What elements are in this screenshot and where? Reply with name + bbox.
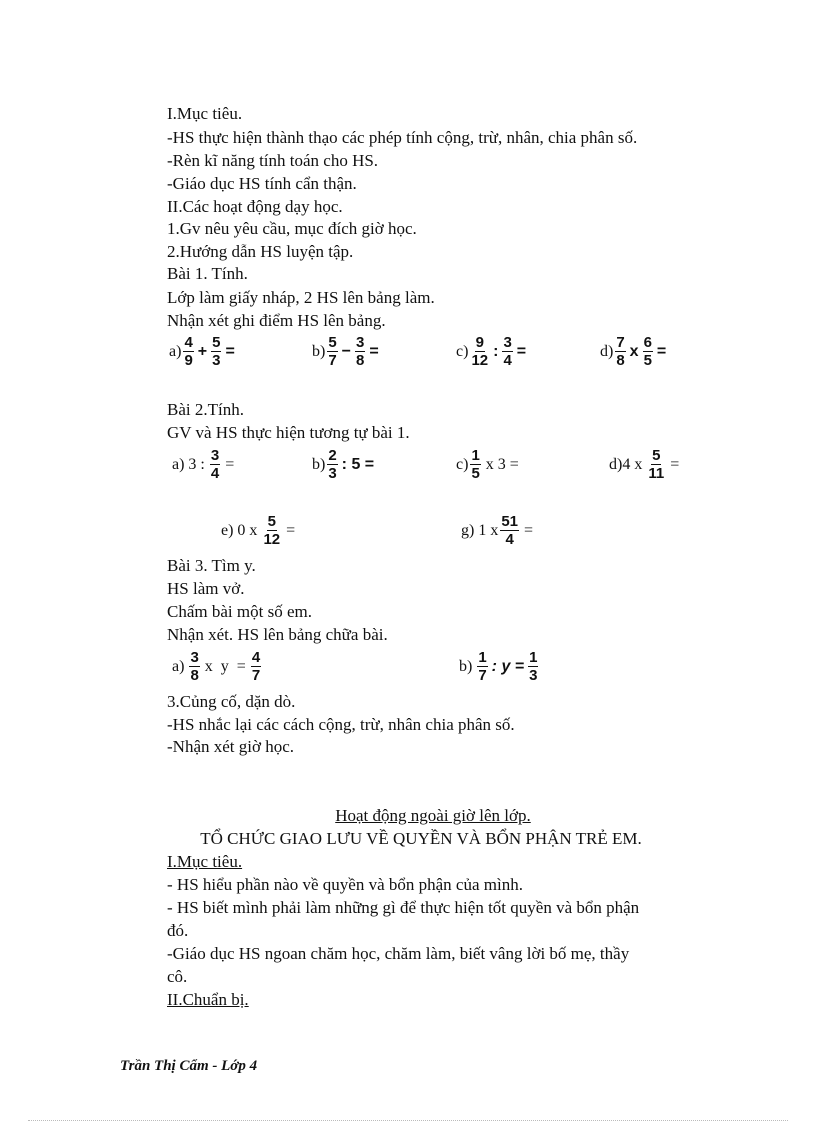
lesson2-objectives-heading: I.Mục tiêu. (167, 852, 243, 871)
lesson2-title: Hoạt động ngoài giờ lên lớp. (335, 806, 531, 825)
exercise-2g: g) 1 x $\frac{51}{4}$ = (461, 513, 534, 548)
activity-line: 2.Hướng dẫn HS luyện tập. (167, 242, 354, 261)
exercise-2e: e) 0 x $\frac{5}{12}$ = (221, 513, 296, 548)
exercise-3-title: Bài 3. Tìm y. (167, 556, 256, 575)
wrap-up-line: -HS nhắc lại các cách cộng, trừ, nhân chia phân số. (167, 715, 515, 734)
lesson2-objective-line: đó. (167, 921, 189, 940)
exercise-2c: c) 1 5 x 3 = (456, 447, 519, 482)
exercise-1c: c) 9 12 : $\frac{3}{4}$ = (456, 334, 527, 369)
exercise-3-note: Chấm bài một số em. (167, 602, 312, 621)
exercise-1-note: Nhận xét ghi điểm HS lên bảng. (167, 311, 386, 330)
exercise-1b: b) 5 7 − $\frac{3}{8}$ = (312, 334, 379, 369)
exercise-1a: a) 4 9 + $\frac{5}{3}$ = (169, 334, 235, 369)
exercise-3b: b) 1 7 : y = $\frac{1}{3}$ (459, 649, 538, 684)
lesson2-preparation-heading: II.Chuẩn bị. (167, 990, 249, 1009)
exercise-2a: a) 3 : $\frac{3}{4}$ = (172, 447, 235, 482)
exercise-1-title: Bài 1. Tính. (167, 264, 248, 283)
footer-divider (28, 1120, 788, 1121)
activity-line: 1.Gv nêu yêu cầu, mục đích giờ học. (167, 219, 417, 238)
exercise-2-note: GV và HS thực hiện tương tự bài 1. (167, 423, 410, 442)
objective-line: -Giáo dục HS tính cẩn thận. (167, 174, 357, 193)
exercise-2b: b) 2 3 : 5 = (312, 447, 375, 482)
lesson2-objective-line: - HS biết mình phải làm những gì để thực hiện tốt quyền và bổn phận (167, 898, 640, 917)
lesson2-objective-line: cô. (167, 967, 188, 986)
exercise-3-note: Nhận xét. HS lên bảng chữa bài. (167, 625, 388, 644)
exercise-2-title: Bài 2.Tính. (167, 400, 244, 419)
lesson2-objective-line: -Giáo dục HS ngoan chăm học, chăm làm, biết vâng lời bố mẹ, thầy (167, 944, 630, 963)
exercise-1d: d) 7 8 x $\frac{6}{5}$ = (600, 334, 667, 369)
exercise-3a: a) 3 8 x y = $\frac{4}{7}$ (172, 649, 261, 684)
objective-line: -HS thực hiện thành thạo các phép tính cộng, trừ, nhân, chia phân số. (167, 128, 638, 147)
wrap-up-heading: 3.Củng cố, dặn dò. (167, 692, 296, 711)
section-heading-objectives: I.Mục tiêu. (167, 104, 243, 123)
lesson2-subtitle: TỔ CHỨC GIAO LƯU VỀ QUYỀN VÀ BỔN PHẬN TRẺ EM. (200, 829, 642, 848)
exercise-1-note: Lớp làm giấy nháp, 2 HS lên bảng làm. (167, 288, 435, 307)
page-footer-author: Trần Thị Cẩm - Lớp 4 (120, 1058, 258, 1074)
exercise-3-note: HS làm vở. (167, 579, 245, 598)
exercise-2d: d)4 x $\frac{5}{11}$ = (609, 447, 680, 482)
section-heading-activities: II.Các hoạt động dạy học. (167, 197, 343, 216)
wrap-up-line: -Nhận xét giờ học. (167, 737, 295, 756)
lesson2-objective-line: - HS hiểu phần nào về quyền và bổn phận của mình. (167, 875, 523, 894)
objective-line: -Rèn kĩ năng tính toán cho HS. (167, 151, 379, 170)
